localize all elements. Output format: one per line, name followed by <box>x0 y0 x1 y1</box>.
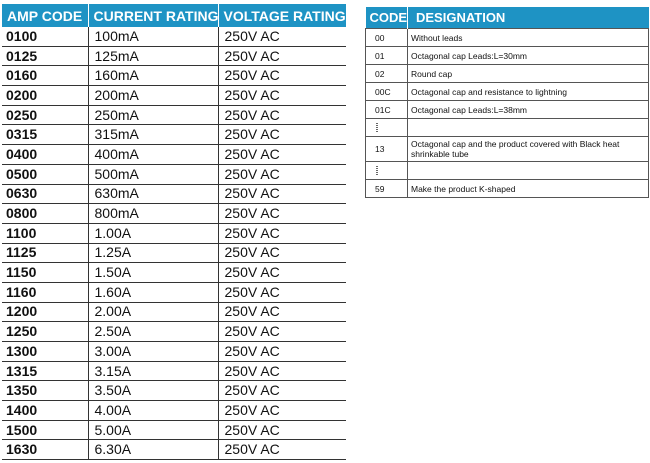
amp-code-cell: 1160 <box>2 282 88 302</box>
voltage-rating-cell: 250V AC <box>218 440 346 460</box>
voltage-rating-cell: 250V AC <box>218 302 346 322</box>
voltage-rating-cell: 250V AC <box>218 46 346 66</box>
amp-code-header: AMP CODE <box>2 4 88 27</box>
table-row <box>2 302 346 322</box>
voltage-rating-cell: 250V AC <box>218 243 346 263</box>
amp-code-cell: 1125 <box>2 243 88 263</box>
amp-code-cell: 1200 <box>2 302 88 322</box>
amp-code-cell: 0125 <box>2 46 88 66</box>
voltage-rating-cell: 250V AC <box>218 361 346 381</box>
current-rating-cell: 125mA <box>88 46 218 66</box>
current-rating-cell: 3.50A <box>88 381 218 401</box>
designation-code-cell <box>366 119 408 137</box>
table-row <box>2 164 346 184</box>
current-rating-cell: 400mA <box>88 145 218 165</box>
current-rating-cell: 5.00A <box>88 420 218 440</box>
current-rating-cell: 630mA <box>88 184 218 204</box>
amp-table-header-row <box>2 4 346 27</box>
table-row <box>2 86 346 106</box>
designation-text-cell <box>408 119 649 137</box>
amp-code-cell: 0500 <box>2 164 88 184</box>
current-rating-cell: 1.00A <box>88 223 218 243</box>
voltage-rating-cell: 250V AC <box>218 184 346 204</box>
voltage-rating-cell: 250V AC <box>218 420 346 440</box>
voltage-rating-header: VOLTAGE RATING <box>218 4 346 27</box>
designation-text-cell <box>408 162 649 180</box>
amp-code-cell: 0630 <box>2 184 88 204</box>
current-rating-cell: 3.00A <box>88 342 218 362</box>
voltage-rating-cell: 250V AC <box>218 401 346 421</box>
amp-code-cell: 1630 <box>2 440 88 460</box>
designation-code-cell: 01C <box>366 101 408 119</box>
voltage-rating-cell: 250V AC <box>218 342 346 362</box>
voltage-rating-cell: 250V AC <box>218 105 346 125</box>
designation-text-cell: Octagonal cap Leads:L=38mm <box>408 101 649 119</box>
current-rating-cell: 500mA <box>88 164 218 184</box>
vertical-ellipsis-icon <box>376 166 378 176</box>
current-rating-cell: 1.50A <box>88 263 218 283</box>
current-rating-cell: 200mA <box>88 86 218 106</box>
designation-code-cell: 01 <box>366 47 408 65</box>
designation-row <box>366 65 649 83</box>
amp-code-cell: 1100 <box>2 223 88 243</box>
amp-code-cell: 0160 <box>2 66 88 86</box>
amp-code-cell: 1400 <box>2 401 88 421</box>
designation-table <box>365 7 649 198</box>
voltage-rating-cell: 250V AC <box>218 164 346 184</box>
table-row <box>2 282 346 302</box>
amp-code-cell: 1315 <box>2 361 88 381</box>
voltage-rating-cell: 250V AC <box>218 86 346 106</box>
voltage-rating-cell: 250V AC <box>218 263 346 283</box>
code-header: CODE <box>366 7 408 29</box>
table-row <box>2 243 346 263</box>
table-row <box>2 263 346 283</box>
table-row <box>2 440 346 460</box>
table-row <box>2 204 346 224</box>
amp-rating-table <box>2 4 346 460</box>
table-row <box>2 66 346 86</box>
designation-code-cell: 59 <box>366 180 408 198</box>
designation-code-cell <box>366 162 408 180</box>
amp-code-cell: 0315 <box>2 125 88 145</box>
vertical-ellipsis-icon <box>376 123 378 133</box>
table-row <box>2 223 346 243</box>
amp-code-cell: 1300 <box>2 342 88 362</box>
amp-code-cell: 1250 <box>2 322 88 342</box>
current-rating-cell: 2.00A <box>88 302 218 322</box>
amp-code-cell: 0250 <box>2 105 88 125</box>
current-rating-cell: 800mA <box>88 204 218 224</box>
amp-code-cell: 1150 <box>2 263 88 283</box>
voltage-rating-cell: 250V AC <box>218 27 346 46</box>
table-row <box>2 342 346 362</box>
voltage-rating-cell: 250V AC <box>218 204 346 224</box>
current-rating-cell: 3.15A <box>88 361 218 381</box>
table-row <box>2 145 346 165</box>
amp-code-cell: 1350 <box>2 381 88 401</box>
designation-code-cell: 00C <box>366 83 408 101</box>
current-rating-cell: 250mA <box>88 105 218 125</box>
designation-table-body <box>366 29 649 198</box>
amp-code-cell: 0100 <box>2 27 88 46</box>
voltage-rating-cell: 250V AC <box>218 125 346 145</box>
table-row <box>2 420 346 440</box>
table-row <box>2 184 346 204</box>
current-rating-cell: 4.00A <box>88 401 218 421</box>
current-rating-cell: 315mA <box>88 125 218 145</box>
designation-text-cell: Octagonal cap and the product covered with Black heat shrinkable tube <box>408 137 649 162</box>
designation-text-cell: Octagonal cap and resistance to lightning <box>408 83 649 101</box>
designation-header: DESIGNATION <box>408 7 649 29</box>
designation-row <box>366 83 649 101</box>
designation-table-header-row <box>366 7 649 29</box>
designation-text-cell: Octagonal cap Leads:L=30mm <box>408 47 649 65</box>
designation-code-cell: 02 <box>366 65 408 83</box>
table-row <box>2 401 346 421</box>
table-row <box>2 322 346 342</box>
designation-code-cell: 00 <box>366 29 408 47</box>
voltage-rating-cell: 250V AC <box>218 223 346 243</box>
current-rating-cell: 2.50A <box>88 322 218 342</box>
table-row <box>2 27 346 46</box>
amp-table-body <box>2 27 346 460</box>
table-row <box>2 125 346 145</box>
amp-code-cell: 0200 <box>2 86 88 106</box>
voltage-rating-cell: 250V AC <box>218 282 346 302</box>
designation-row <box>366 180 649 198</box>
designation-row <box>366 162 649 180</box>
table-row <box>2 46 346 66</box>
table-row <box>2 381 346 401</box>
table-row <box>2 361 346 381</box>
designation-code-cell: 13 <box>366 137 408 162</box>
designation-text-cell: Without leads <box>408 29 649 47</box>
current-rating-header: CURRENT RATING <box>88 4 218 27</box>
amp-code-cell: 0400 <box>2 145 88 165</box>
voltage-rating-cell: 250V AC <box>218 381 346 401</box>
voltage-rating-cell: 250V AC <box>218 145 346 165</box>
current-rating-cell: 1.60A <box>88 282 218 302</box>
current-rating-cell: 160mA <box>88 66 218 86</box>
amp-code-cell: 0800 <box>2 204 88 224</box>
designation-row <box>366 29 649 47</box>
voltage-rating-cell: 250V AC <box>218 322 346 342</box>
table-row <box>2 105 346 125</box>
designation-row <box>366 47 649 65</box>
designation-row <box>366 137 649 162</box>
designation-row <box>366 101 649 119</box>
designation-text-cell: Round cap <box>408 65 649 83</box>
voltage-rating-cell: 250V AC <box>218 66 346 86</box>
designation-row <box>366 119 649 137</box>
current-rating-cell: 100mA <box>88 27 218 46</box>
amp-code-cell: 1500 <box>2 420 88 440</box>
current-rating-cell: 1.25A <box>88 243 218 263</box>
current-rating-cell: 6.30A <box>88 440 218 460</box>
designation-text-cell: Make the product K-shaped <box>408 180 649 198</box>
